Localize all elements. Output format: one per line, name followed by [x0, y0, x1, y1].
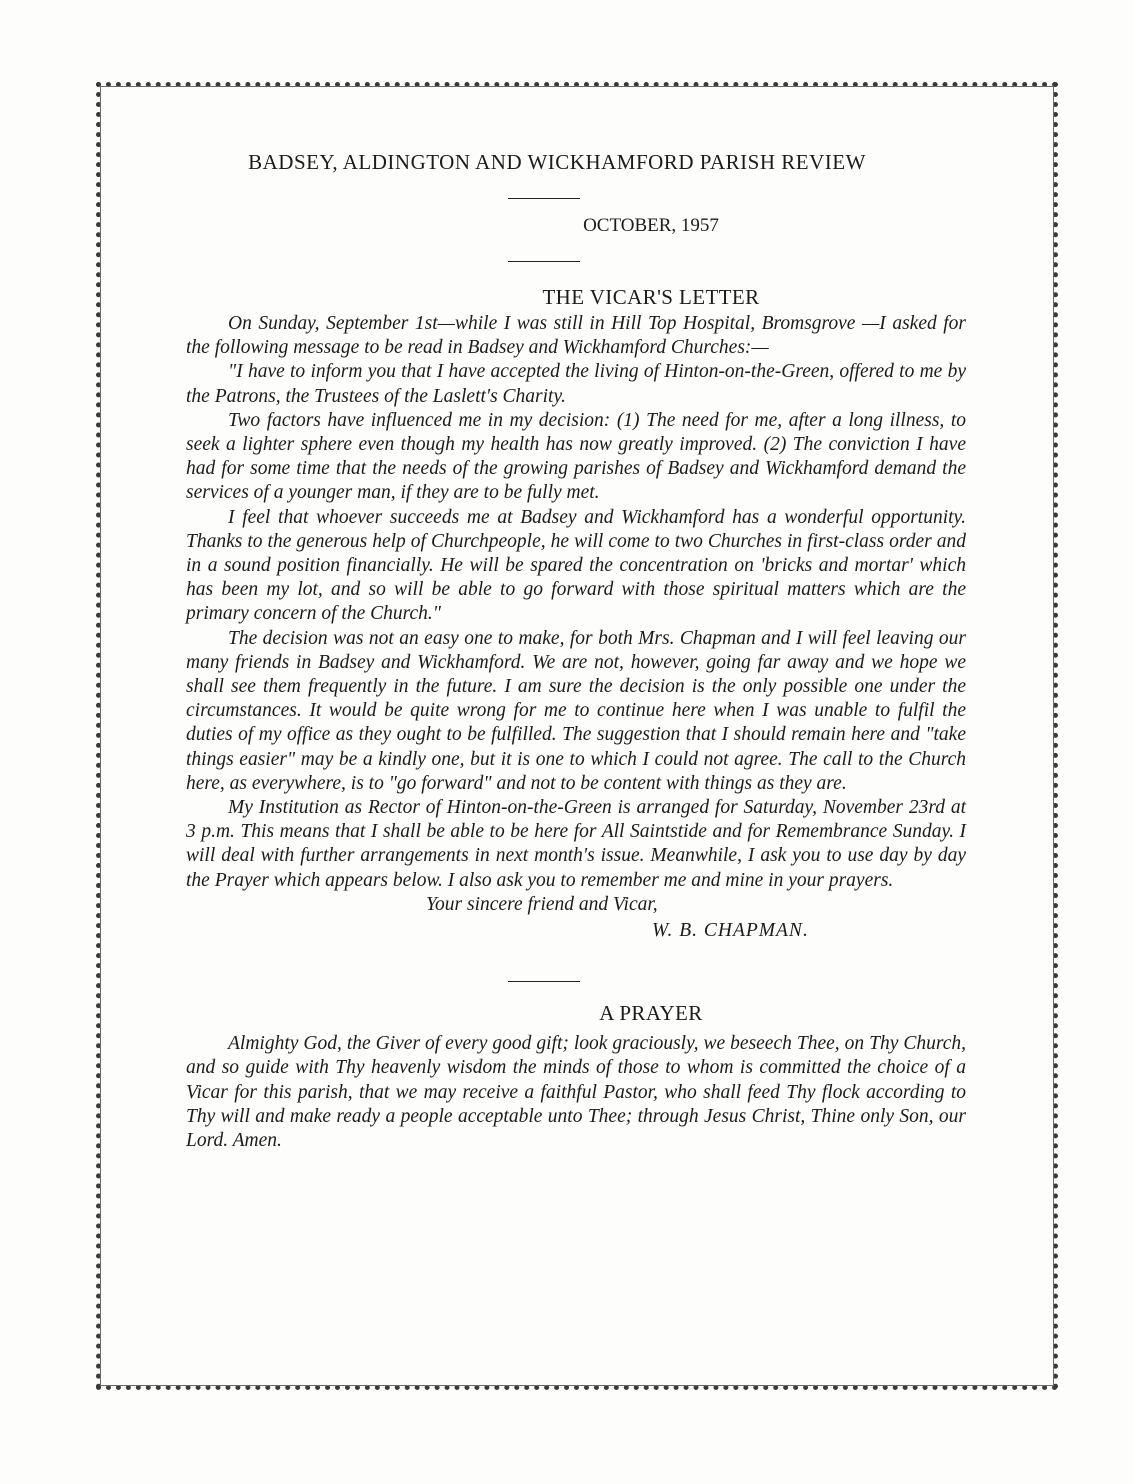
letter-title: THE VICAR'S LETTER — [542, 285, 760, 309]
letter-paragraph: Two factors have influenced me in my decision: (1) The need for me, after a long illness, to seek a lighter sphere even though my health has now greatly improved. (2) The conviction I have had for some time that the needs of the growing parishes of Badsey and Wickhamford demand the services of a younger man, if they are to be fully met. — [186, 409, 966, 504]
page-content — [186, 150, 966, 1153]
letter-paragraph: My Institution as Rector of Hinton-on-the-Green is arranged for Saturday, November 23rd at 3 p.m. This means that I shall be able to be here for All Saintstide and for Remembrance Sunday. I will deal with further arrangements in next month's issue. Meanwhile, I ask you to use day by day the Prayer which appears below. I also ask you to remember me and mine in your prayers. — [186, 797, 966, 891]
divider-rule — [508, 261, 580, 262]
letter-paragraph: "I have to inform you that I have accepted the living of Hinton-on-the-Green, offered to me by the Patrons, the Trustees of the Laslett's Charity. — [186, 361, 966, 407]
prayer-title: A PRAYER — [599, 1001, 703, 1026]
letter-body — [186, 312, 966, 893]
letter-paragraph: On Sunday, September 1st—while I was still in Hill Top Hospital, Bromsgrove —I asked for the following message to be read in Badsey and Wickhamford Churches:— — [186, 313, 966, 359]
letter-paragraph: I feel that whoever succeeds me at Badsey and Wickhamford has a wonderful opportunity. Thanks to the generous help of Churchpeople, he will come to two Churches in first-class order and in a sound position financially. He will be spared the concentration on 'bricks and mortar' which has been my lot, and so will be able to go forward with those spiritual matters which are the primary concern of the Church." — [186, 506, 966, 625]
prayer-body — [186, 1032, 966, 1153]
issue-date: OCTOBER, 1957 — [583, 215, 719, 236]
prayer-paragraph: Almighty God, the Giver of every good gift; look graciously, we beseech Thee, on Thy Church, and so guide with Thy heavenly wisdom the minds of those to whom is committed the choice of a Vicar for this parish, that we may receive a faithful Pastor, who shall feed Thy flock according to Thy will and make ready a people acceptable unto Thee; through Jesus Christ, Thine only Son, our Lord. Amen. — [186, 1033, 966, 1152]
letter-signature: W. B. CHAPMAN. — [652, 920, 809, 942]
divider-rule — [508, 198, 580, 199]
letter-closing: Your sincere friend and Vicar, — [426, 893, 658, 915]
letter-paragraph: The decision was not an easy one to make, for both Mrs. Chapman and I will feel leaving our many friends in Badsey and Wickhamford. We are not, however, going far away and we hope we shall see them frequently in the future. I am sure the decision is the only possible one under the circumstances. It would be quite wrong for me to continue here when I was unable to fulfil the duties of my office as they ought to be fulfilled. The suggestion that I should remain here and "take things easier" may be a kindly one, but it is one to which I could not agree. The call to the Church here, as everywhere, is to "go forward" and not to be content with things as they are. — [186, 627, 966, 794]
divider-rule — [508, 981, 580, 982]
masthead-title: BADSEY, ALDINGTON AND WICKHAMFORD PARISH REVIEW — [248, 150, 866, 174]
